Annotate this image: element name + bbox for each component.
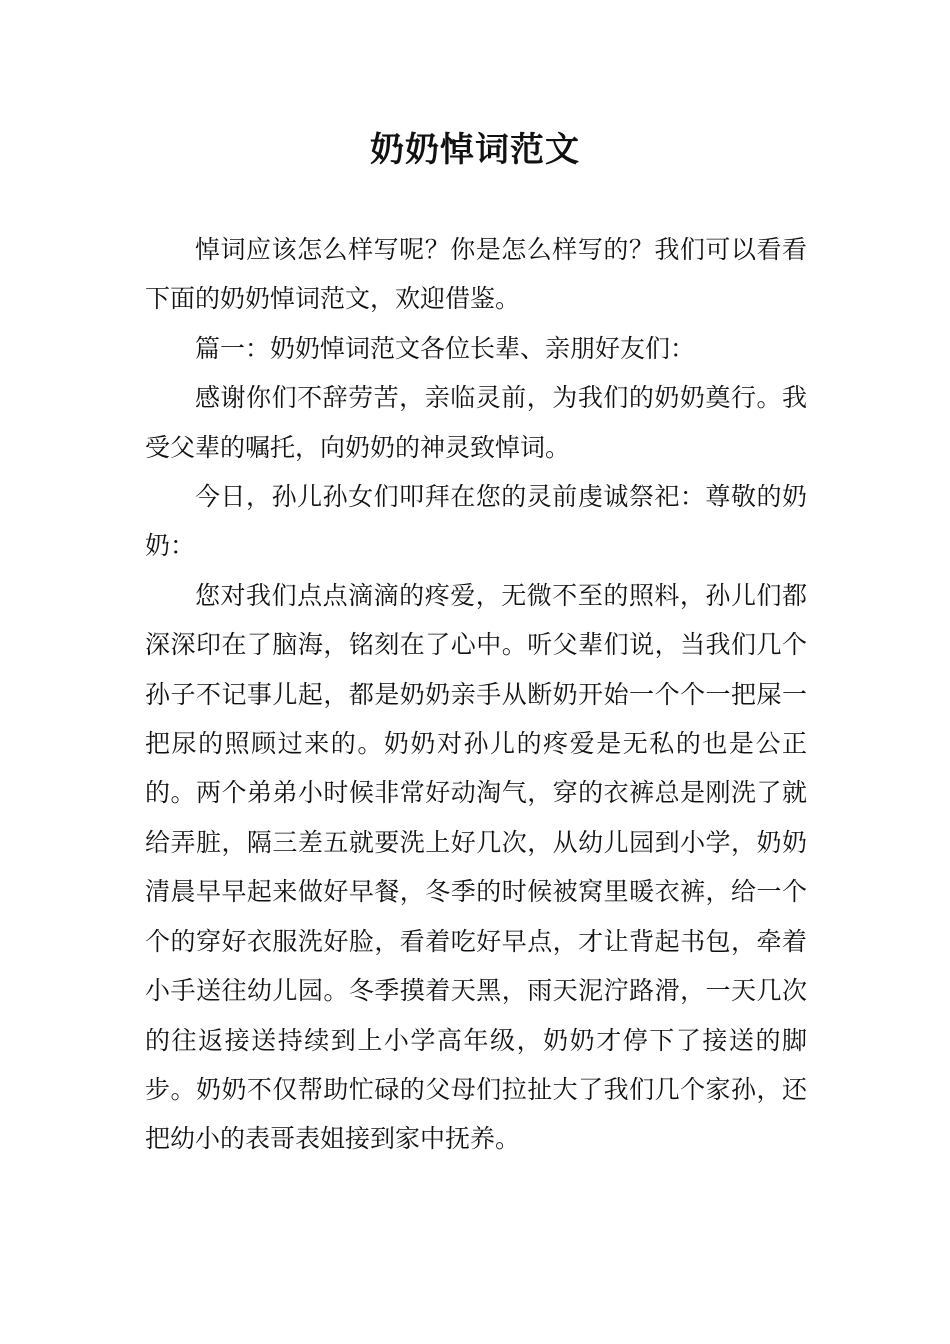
- document-body: [145, 225, 807, 1164]
- paragraph-thanks: 感谢你们不辞劳苦，亲临灵前，为我们的奶奶奠行。我受父辈的嘱托，向奶奶的神灵致悼词。: [145, 383, 807, 462]
- paragraph-address: 今日，孙儿孙女们叩拜在您的灵前虔诚祭祀：尊敬的奶奶：: [145, 482, 807, 561]
- paragraph-intro: 悼词应该怎么样写呢？你是怎么样写的？我们可以看看下面的奶奶悼词范文，欢迎借鉴。: [145, 235, 807, 314]
- document-title: 奶奶悼词范文: [370, 130, 580, 170]
- paragraph-memories: 您对我们点点滴滴的疼爱，无微不至的照料，孙儿们都深深印在了脑海，铭刻在了心中。听父辈们说，当我们几个孙子不记事儿起，都是奶奶亲手从断奶开始一个个一把屎一把尿的照顾过来的。奶奶对孙儿的疼爱是无私的也是公正的。两个弟弟小时候非常好动淘气，穿的衣裤总是刚洗了就给弄脏，隔三差五就要洗上好几次，从幼儿园到小学，奶奶清晨早早起来做好早餐，冬季的时候被窝里暖衣裤，给一个个的穿好衣服洗好脸，看着吃好早点，才让背起书包，牵着小手送往幼儿园。冬季摸着天黑，雨天泥泞路滑，一天几次的往返接送持续到上小学高年级，奶奶才停下了接送的脚步。奶奶不仅帮助忙碌的父母们拉扯大了我们几个家孙，还把幼小的表哥表姐接到家中抚养。: [145, 580, 807, 1154]
- paragraph-section-heading: 篇一：奶奶悼词范文各位长辈、亲朋好友们：: [195, 333, 696, 363]
